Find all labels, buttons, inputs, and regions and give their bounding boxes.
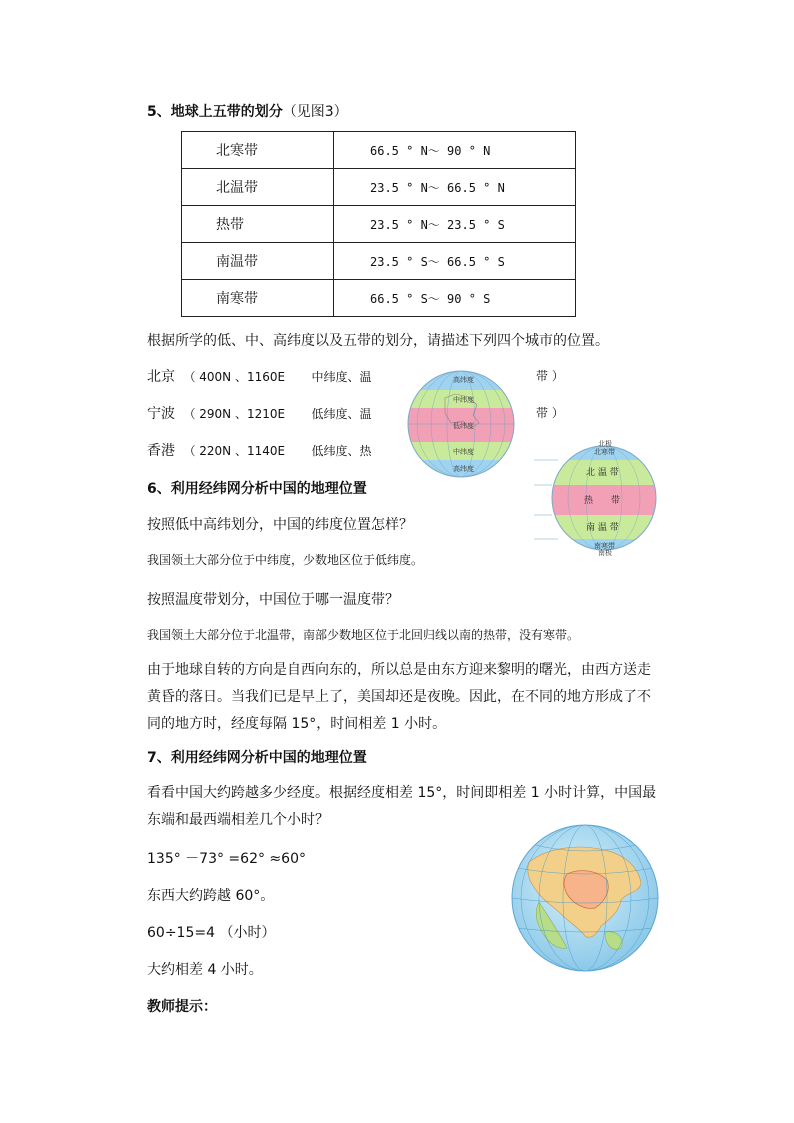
zone-range: 23.5 ° N～ 23.5 ° S <box>334 206 576 243</box>
table-row <box>182 280 576 317</box>
globe-label-mid-s: 中纬度 <box>453 448 474 456</box>
section-6-heading: 6、利用经纬网分析中国的地理位置 <box>147 481 367 497</box>
globe-label-tropic: 热 带 <box>584 496 621 506</box>
calc-line-3: 60÷15=4 （小时） <box>147 925 276 941</box>
section-7-question: 看看中国大约跨越多少经度。根据经度相差 15°，时间即相差 1 小时计算，中国最东端和最西端相差几个小时？ <box>147 785 657 828</box>
calc-line-4: 大约相差 4 小时。 <box>147 962 263 978</box>
zone-range: 23.5 ° N～ 66.5 ° N <box>334 169 576 206</box>
cities-question: 根据所学的低、中、高纬度以及五带的划分，请描述下列四个城市的位置。 <box>147 333 609 349</box>
globe-label-north-temperate: 北 温 带 <box>586 468 619 478</box>
zone-name: 南寒带 <box>182 280 334 317</box>
latitude-globe-image <box>405 368 517 480</box>
globe-label-low: 低纬度 <box>453 422 474 430</box>
zone-range: 23.5 ° S～ 66.5 ° S <box>334 243 576 280</box>
calc-line-1: 135° －73° =62° ≈60° <box>147 851 306 867</box>
globe-label-high-n: 高纬度 <box>453 376 474 384</box>
table-row <box>182 243 576 280</box>
section-6-question-2: 按照温度带划分，中国位于哪一温度带？ <box>147 592 399 608</box>
city-ningbo: 宁波 （ 290N 、1210E 低纬度、温 <box>147 406 372 422</box>
zone-range: 66.5 ° S～ 90 ° S <box>334 280 576 317</box>
globe-label-mid-n: 中纬度 <box>453 396 474 404</box>
zone-name: 北温带 <box>182 169 334 206</box>
city-beijing: 北京 （ 400N 、1160E 中纬度、温 <box>147 369 372 385</box>
city-beijing-tail: 带 ） <box>536 369 564 383</box>
city-hongkong: 香港 （ 220N 、1140E 低纬度、热 <box>147 443 372 459</box>
teacher-tip-label: 教师提示： <box>147 999 217 1015</box>
china-globe-image <box>509 822 661 974</box>
globe-label-south-cold: 南寒带 <box>594 542 615 550</box>
table-row <box>182 169 576 206</box>
globe-label-south-temperate: 南 温 带 <box>586 523 619 533</box>
section-6-answer-2: 我国领土大部分位于北温带，南部少数地区位于北回归线以南的热带，没有寒带。 <box>147 628 580 642</box>
temperature-zones-globe-image <box>528 438 668 556</box>
zone-name: 北寒带 <box>182 132 334 169</box>
section-6-question-1: 按照低中高纬划分，中国的纬度位置怎样？ <box>147 517 413 533</box>
section-5-heading: 5、地球上五带的划分（见图3） <box>147 104 348 120</box>
globe-label-south-pole: 南极 <box>598 549 612 556</box>
table-row <box>182 132 576 169</box>
table-row <box>182 206 576 243</box>
globe-label-high-s: 高纬度 <box>453 465 474 473</box>
rotation-paragraph: 由于地球自转的方向是自西向东的，所以总是由东方迎来黎明的曙光，由西方送走黄昏的落日。当我们已是早上了，美国却还是夜晚。因此，在不同的地方形成了不同的地方时，经度每隔 15°，时间相差 1 小时。 <box>147 662 651 732</box>
five-zones-table <box>181 131 576 317</box>
globe-label-north-pole: 北极 <box>598 440 612 448</box>
zone-name: 热带 <box>182 206 334 243</box>
calc-line-2: 东西大约跨越 60°。 <box>147 888 275 904</box>
zone-name: 南温带 <box>182 243 334 280</box>
section-7-heading: 7、利用经纬网分析中国的地理位置 <box>147 750 367 766</box>
city-ningbo-tail: 带 ） <box>536 406 564 420</box>
section-6-answer-1: 我国领土大部分位于中纬度，少数地区位于低纬度。 <box>147 553 424 567</box>
zone-range: 66.5 ° N～ 90 ° N <box>334 132 576 169</box>
globe-label-north-cold: 北寒带 <box>594 448 615 456</box>
